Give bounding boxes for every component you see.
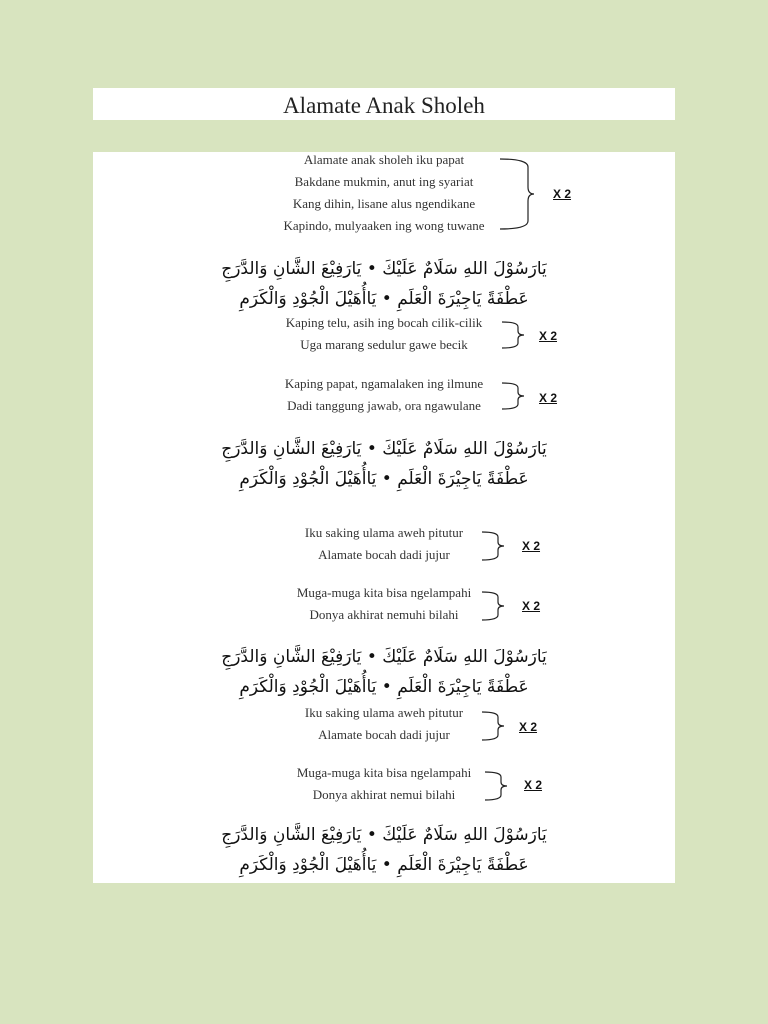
verse-line: Kang dihin, lisane alus ngendikane [292,196,476,211]
chorus-line: عَطْفَةً يَاجِيْرَةَ الْعَلَمِ • يَاأُهَيْلَ الْجُوْدِ وَالْكَرَمِ [239,289,529,309]
repeat-mark: X 2 [522,599,541,613]
chorus-line: يَارَسُوْلَ اللهِ سَلَامٌ عَلَيْكَ • يَارَفِيْعَ الشَّانِ وَالدَّرَجِ [221,825,547,845]
chorus-line: يَارَسُوْلَ اللهِ سَلَامٌ عَلَيْكَ • يَارَفِيْعَ الشَّانِ وَالدَّرَجِ [221,647,547,667]
verse-line: Muga-muga kita bisa ngelampahi [296,585,472,600]
chorus-line: عَطْفَةً يَاجِيْرَةَ الْعَلَمِ • يَاأُهَيْلَ الْجُوْدِ وَالْكَرَمِ [239,677,529,697]
verse-line: Uga marang sedulur gawe becik [300,337,468,352]
repeat-mark: X 2 [522,539,541,553]
repeat-brace [483,770,513,802]
verse-line: Donya akhirat nemuhi bilahi [309,607,459,622]
repeat-mark: X 2 [519,720,538,734]
verse-line: Iku saking ulama aweh pitutur [304,705,464,720]
verse-line: Donya akhirat nemui bilahi [312,787,456,802]
verse-line: Alamate bocah dadi jujur [318,547,450,562]
repeat-brace [498,157,538,231]
repeat-brace [500,320,530,350]
verse-line: Bakdane mukmin, anut ing syariat [294,174,474,189]
verse-line: Kapindo, mulyaaken ing wong tuwane [283,218,485,233]
verse-line: Alamate anak sholeh iku papat [303,152,465,167]
verse-line: Iku saking ulama aweh pitutur [304,525,464,540]
chorus-line: عَطْفَةً يَاجِيْرَةَ الْعَلَمِ • يَاأُهَيْلَ الْجُوْدِ وَالْكَرَمِ [239,469,529,489]
verse-line: Muga-muga kita bisa ngelampahi [296,765,472,780]
verse-line: Dadi tanggung jawab, ora ngawulane [287,398,481,413]
verse-line: Kaping papat, ngamalaken ing ilmune [284,376,484,391]
repeat-brace [480,530,510,562]
repeat-mark: X 2 [553,187,572,201]
repeat-brace [500,381,530,411]
lyrics-panel [93,152,675,883]
repeat-brace [480,710,510,742]
chorus-line: عَطْفَةً يَاجِيْرَةَ الْعَلَمِ • يَاأُهَيْلَ الْجُوْدِ وَالْكَرَمِ [239,855,529,875]
verse-line: Kaping telu, asih ing bocah cilik-cilik [285,315,483,330]
repeat-brace [480,590,510,622]
repeat-mark: X 2 [539,391,558,405]
repeat-mark: X 2 [524,778,543,792]
repeat-mark: X 2 [539,329,558,343]
chorus-line: يَارَسُوْلَ اللهِ سَلَامٌ عَلَيْكَ • يَارَفِيْعَ الشَّانِ وَالدَّرَجِ [221,259,547,279]
verse-line: Alamate bocah dadi jujur [318,727,450,742]
page-title: Alamate Anak Sholeh [93,88,675,120]
chorus-line: يَارَسُوْلَ اللهِ سَلَامٌ عَلَيْكَ • يَارَفِيْعَ الشَّانِ وَالدَّرَجِ [221,439,547,459]
